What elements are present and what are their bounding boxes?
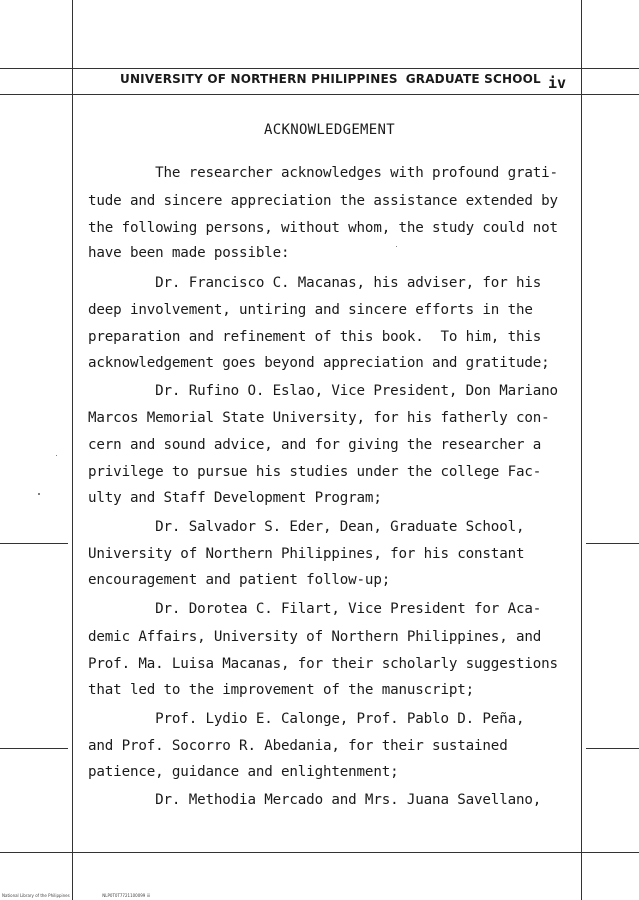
text-line: preparation and refinement of this book. To him, this <box>88 329 542 345</box>
text-line: Marcos Memorial State University, for his fatherly con- <box>88 410 550 426</box>
scan-speck <box>38 493 40 495</box>
text-line: University of Northern Philippines, for his constant <box>88 546 525 562</box>
page-number: iv <box>548 74 567 92</box>
text-line: Dr. Francisco C. Macanas, his adviser, for his <box>88 275 542 291</box>
text-line: The researcher acknowledges with profound grati- <box>88 165 558 181</box>
text-line: that led to the improvement of the manuscript; <box>88 682 475 698</box>
text-line: patience, guidance and enlightenment; <box>88 764 399 780</box>
margin-mark-left-1 <box>0 543 68 544</box>
archive-stamp <box>2 893 150 898</box>
text-line: the following persons, without whom, the study could not <box>88 220 558 236</box>
school-name: GRADUATE SCHOOL <box>405 72 541 86</box>
scan-speck <box>56 455 57 456</box>
text-line: Dr. Dorotea C. Filart, Vice President for Aca- <box>88 601 542 617</box>
text-line: Dr. Rufino O. Eslao, Vice President, Don Mariano <box>88 383 558 399</box>
text-line: demic Affairs, University of Northern Philippines, and <box>88 629 542 645</box>
text-line: cern and sound advice, and for giving the researcher a <box>88 437 542 453</box>
text-line: have been made possible: <box>88 245 290 261</box>
text-line: privilege to pursue his studies under the college Fac- <box>88 464 542 480</box>
document-header <box>120 72 541 86</box>
text-line: Dr. Salvador S. Eder, Dean, Graduate School, <box>88 519 525 535</box>
scan-speck <box>396 246 397 247</box>
margin-mark-right-1 <box>586 543 639 544</box>
text-line: and Prof. Socorro R. Abedania, for their sustained <box>88 738 508 754</box>
archive-label: National Library of the Philippines <box>2 893 70 898</box>
archive-code: NLP0T0T7721100099 iii <box>102 893 150 898</box>
page-title: ACKNOWLEDGEMENT <box>264 122 395 138</box>
text-line: Prof. Ma. Luisa Macanas, for their scholarly suggestions <box>88 656 558 672</box>
text-line: deep involvement, untiring and sincere efforts in the <box>88 302 533 318</box>
text-line: Dr. Methodia Mercado and Mrs. Juana Savellano, <box>88 792 542 808</box>
text-line: Prof. Lydio E. Calonge, Prof. Pablo D. Peña, <box>88 711 525 727</box>
university-name: UNIVERSITY OF NORTHERN PHILIPPINES <box>120 72 398 86</box>
footer-rule <box>0 852 639 853</box>
text-line: tude and sincere appreciation the assistance extended by <box>88 193 558 209</box>
text-line: encouragement and patient follow-up; <box>88 572 391 588</box>
margin-mark-right-2 <box>586 748 639 749</box>
text-line: ulty and Staff Development Program; <box>88 490 382 506</box>
header-top-rule <box>0 68 639 69</box>
margin-mark-left-2 <box>0 748 68 749</box>
header-bottom-rule <box>0 94 639 95</box>
text-line: acknowledgement goes beyond appreciation and gratitude; <box>88 355 550 371</box>
